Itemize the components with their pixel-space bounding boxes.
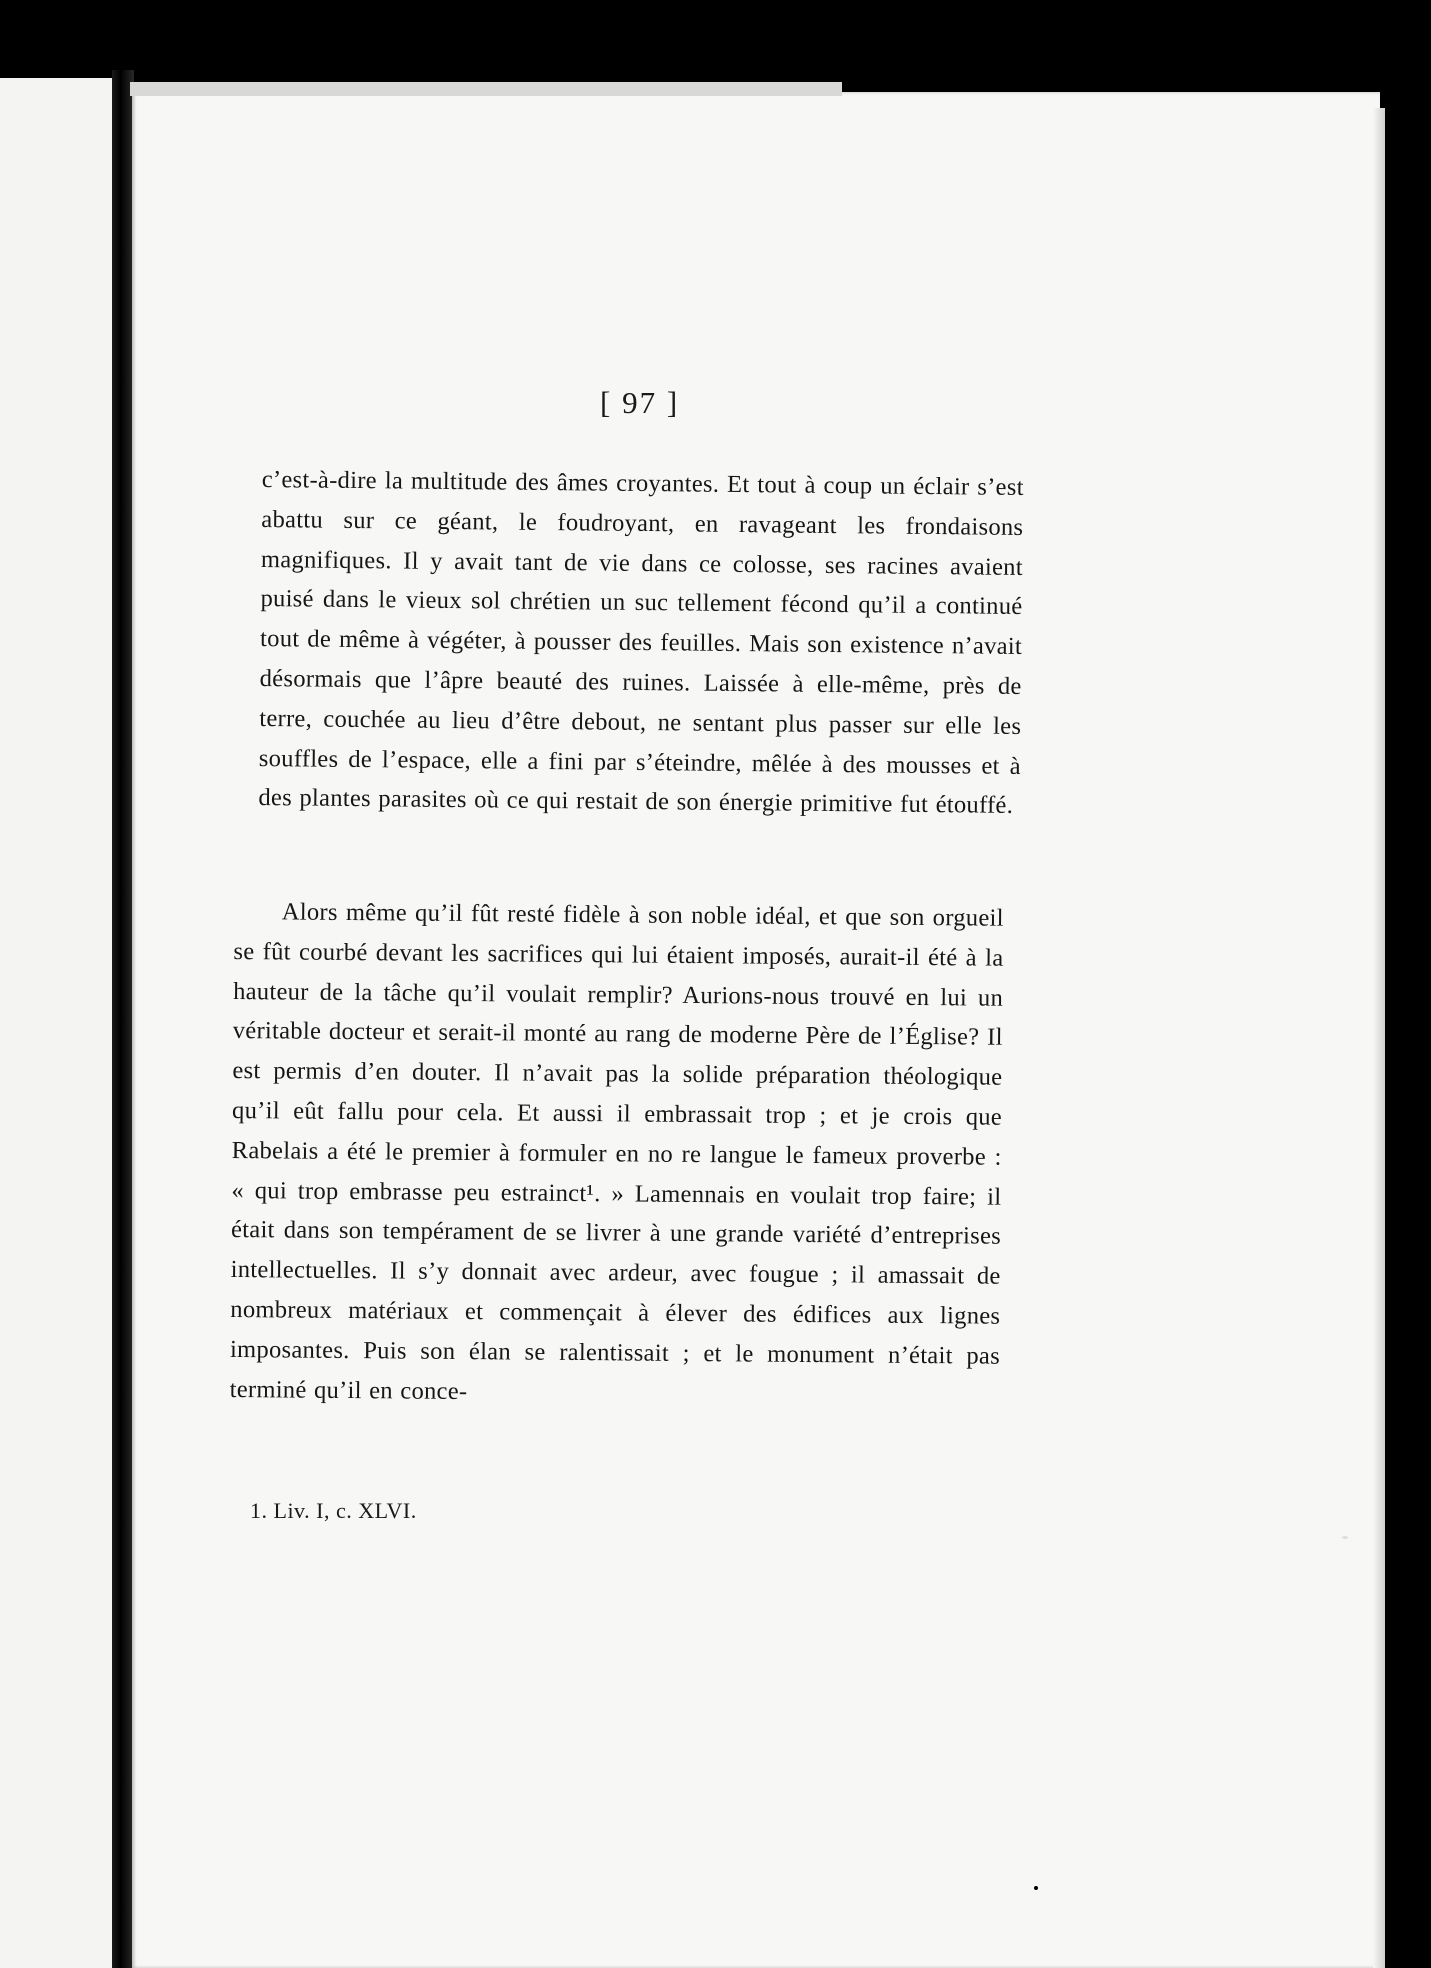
scan-speck bbox=[1034, 1886, 1038, 1890]
body-paragraph: Alors même qu’il fût resté fidèle à son noble idéal, et que son orgueil se fût courbé devant les sacrifices qui lui étaient imposés, aurait-il été à la hauteur de la tâche qu’il voulait remplir? Aurions-nous trouvé en lui un véritable docteur et serait-il monté au rang de moderne Père de l’Église? Il est permis d’en douter. Il n’avait pas la solide préparation théologique qu’il eût fallu pour cela. Et aussi il embrassait trop ; et je crois que Rabelais a été le premier à formuler en no re langue le fameux proverbe : « qui trop embrasse peu estrainct¹. » Lamennais en voulait trop faire; il était dans son tempérament de se livrer à une grande variété d’entreprises intellectuelles. Il s’y donnait avec ardeur, avec fougue ; il amassait de nombreux matériaux et commençait à élever des édifices aux lignes imposantes. Puis son élan se ralentissait ; et le monument n’était pas terminé qu’il en conce- bbox=[229, 898, 1004, 1405]
page-top-edge bbox=[130, 82, 842, 96]
scan-speck bbox=[1342, 1536, 1348, 1539]
page-number: [ 97 ] bbox=[600, 385, 680, 420]
left-page-edge bbox=[0, 78, 112, 1968]
body-paragraph: c’est-à-dire la multitude des âmes croyantes. Et tout à coup un éclair s’est abattu sur ce géant, le foudroyant, en ravageant les frondaisons magnifiques. Il y avait tant de vie dans ce colosse, ses racines avaient puisé dans le vieux sol chrétien un suc tellement fécond qu’il a continué tout de même à végéter, à pousser des feuilles. Mais son existence n’avait désormais que l’âpre beauté des ruines. Laissée à elle-même, près de terre, couchée au lieu d’être debout, ne sentant plus passer sur elle les souffles de l’espace, elle a fini par s’éteindre, mêlée à des mousses et à des plantes parasites où ce qui restait de son énergie primitive fut étouffé. bbox=[258, 465, 1024, 820]
footnote: 1. Liv. I, c. XLVI. bbox=[250, 1498, 417, 1523]
scanner-background bbox=[0, 0, 1431, 78]
page-right-edge bbox=[1373, 108, 1385, 1968]
book-gutter bbox=[112, 70, 134, 1968]
